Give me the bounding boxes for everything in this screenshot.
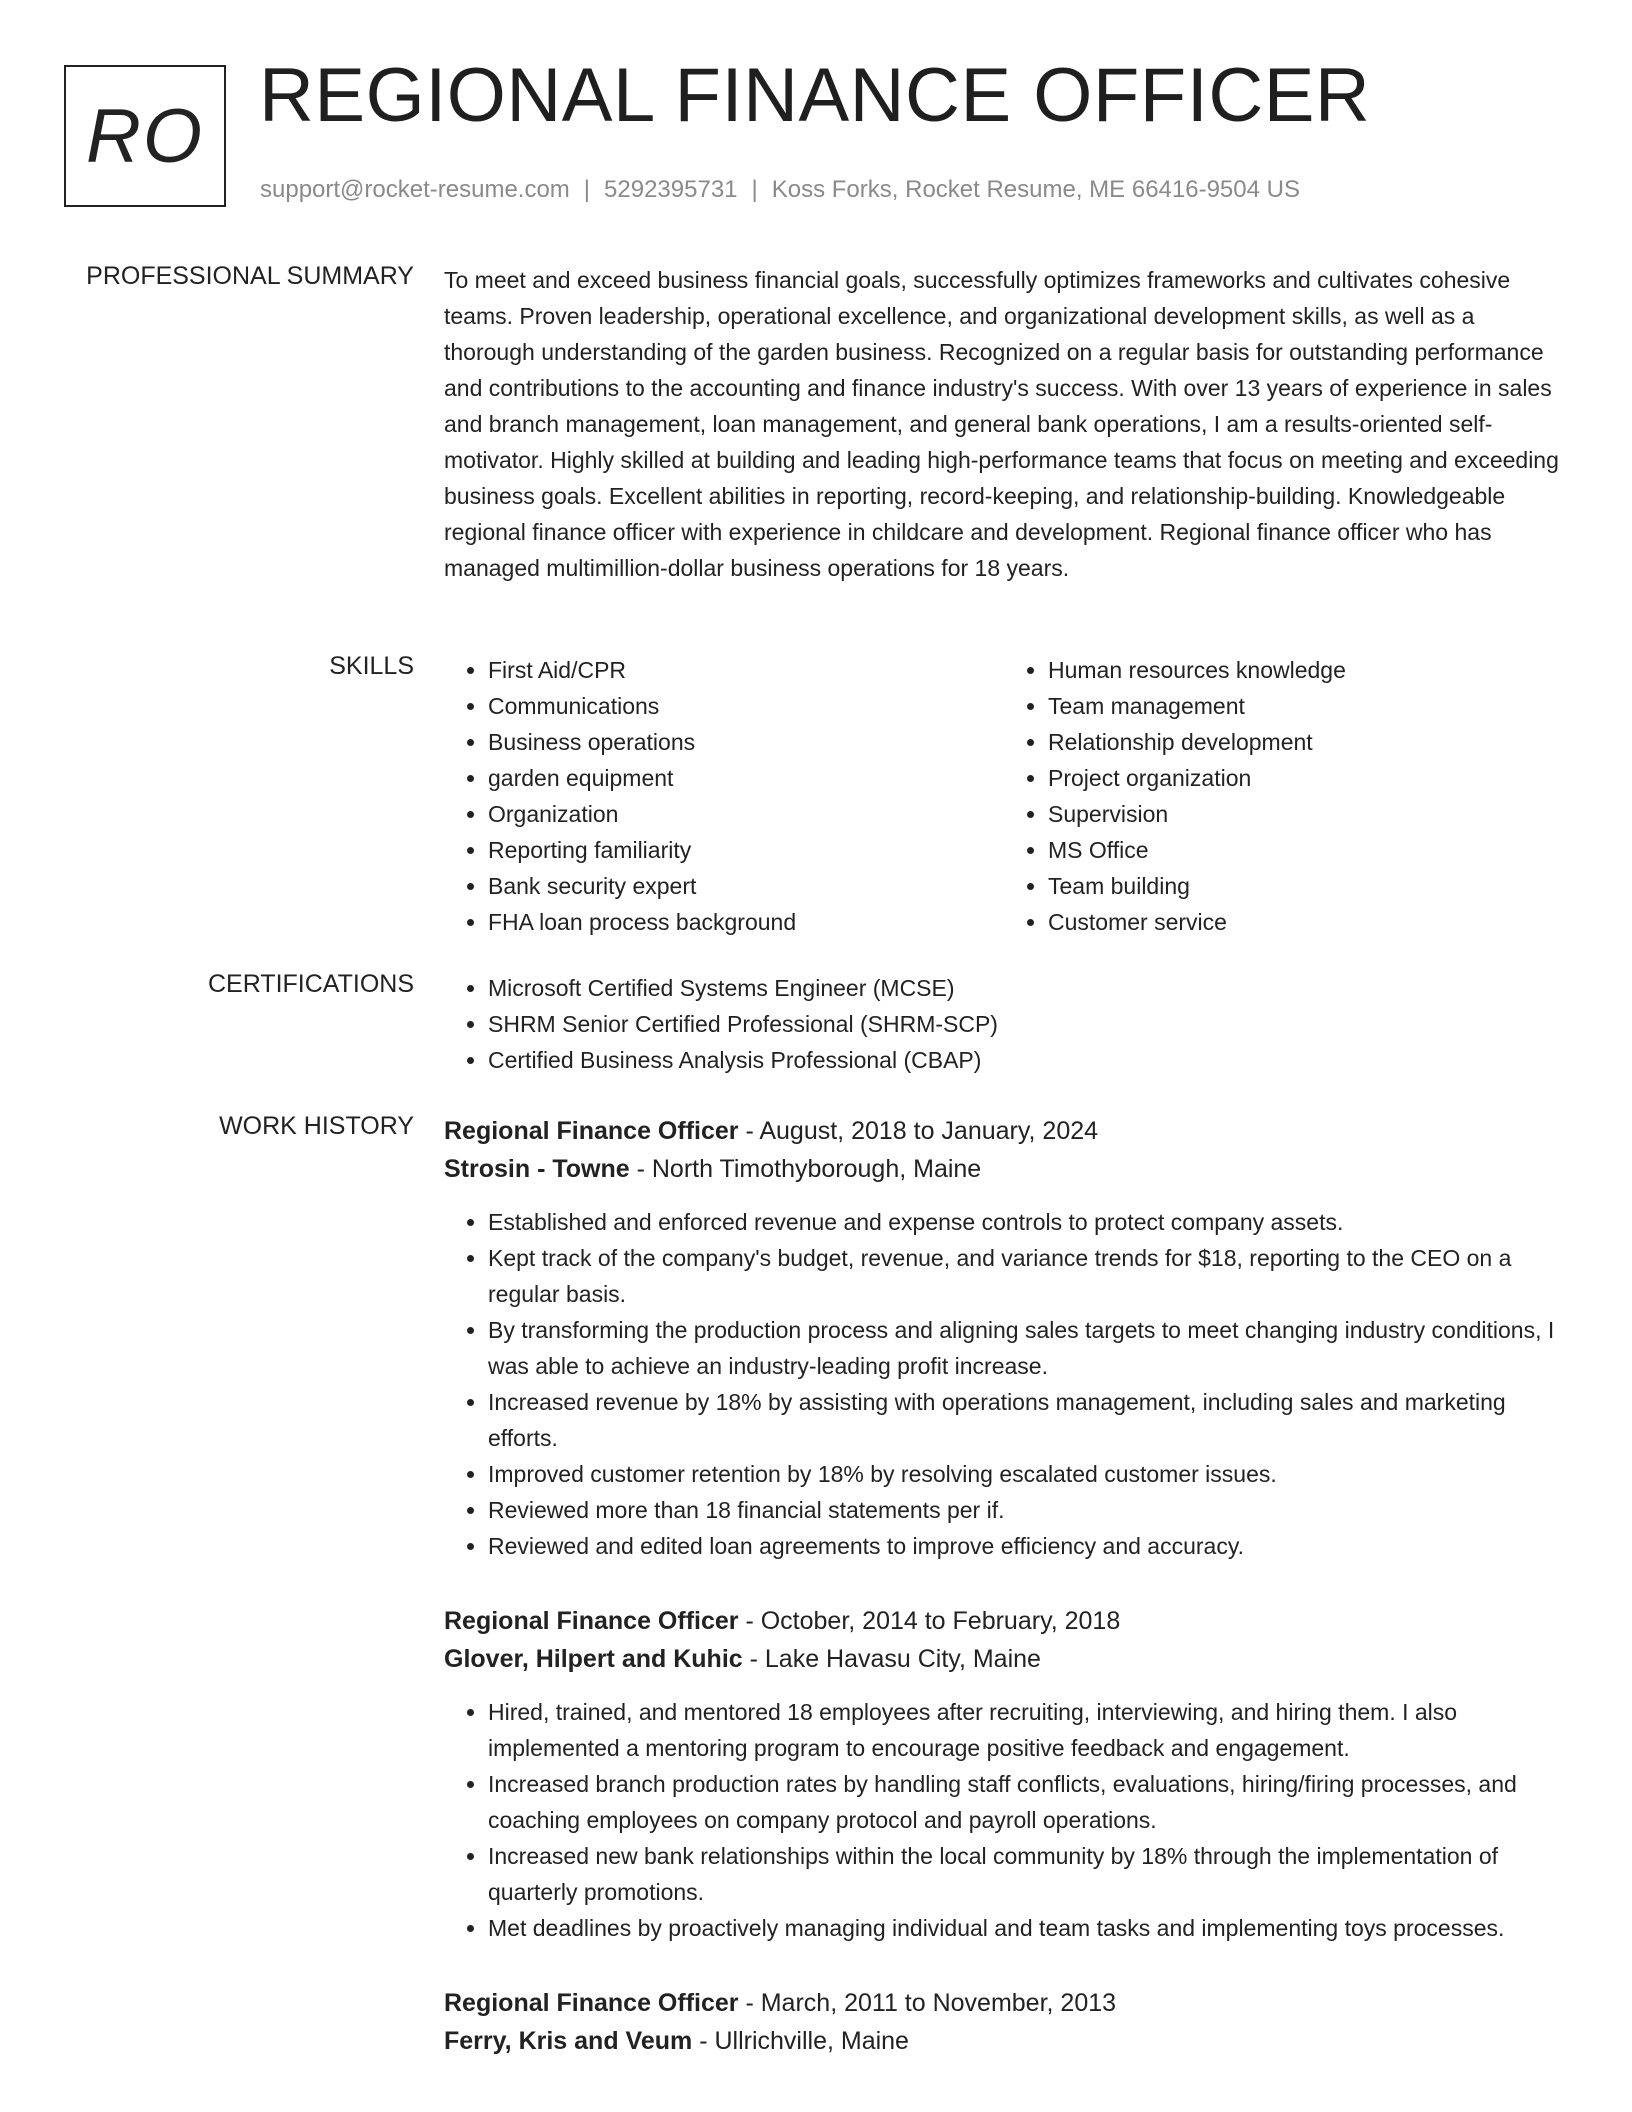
skill-item: • Supervision	[1048, 796, 1564, 832]
job-entry	[444, 1602, 1564, 1946]
job-bullet: • Increased revenue by 18% by assisting with operations management, including sales and marketing efforts.	[488, 1384, 1564, 1456]
job-company: Strosin - Towne	[444, 1155, 630, 1183]
job-title-line	[444, 1602, 1564, 1640]
monogram-box	[64, 65, 226, 207]
job-bullets	[444, 1694, 1564, 1946]
job-dates: - October, 2014 to February, 2018	[738, 1607, 1121, 1635]
contact-separator: |	[583, 176, 591, 203]
job-dates: - August, 2018 to January, 2024	[738, 1117, 1099, 1145]
skill-item: • garden equipment	[488, 760, 1004, 796]
section-label-skills: SKILLS	[329, 652, 414, 680]
job-bullet: • Established and enforced revenue and expense controls to protect company assets.	[488, 1204, 1564, 1240]
job-company-line	[444, 2022, 1564, 2060]
contact-phone: 5292395731	[604, 176, 738, 203]
contact-address: Koss Forks, Rocket Resume, ME 66416-9504 US	[771, 176, 1300, 203]
skill-item: • Communications	[488, 688, 1004, 724]
skill-item: • Human resources knowledge	[1048, 652, 1564, 688]
skill-item: • FHA loan process background	[488, 904, 1004, 940]
job-dates: - March, 2011 to November, 2013	[738, 1989, 1117, 2017]
skill-item: • Reporting familiarity	[488, 832, 1004, 868]
job-company: Ferry, Kris and Veum	[444, 2027, 693, 2055]
job-company: Glover, Hilpert and Kuhic	[444, 1645, 743, 1673]
skill-item: • Organization	[488, 796, 1004, 832]
job-bullet: • Met deadlines by proactively managing individual and team tasks and implementing toys processes.	[488, 1910, 1564, 1946]
skill-item: • Team management	[1048, 688, 1564, 724]
job-bullet: • Hired, trained, and mentored 18 employees after recruiting, interviewing, and hiring them. I also implemented a mentoring program to encourage positive feedback and engagement.	[488, 1694, 1564, 1766]
job-location: - Ullrichville, Maine	[692, 2027, 909, 2055]
job-title: Regional Finance Officer	[444, 1989, 739, 2017]
job-location: - Lake Havasu City, Maine	[742, 1645, 1041, 1673]
section-label-work-history: WORK HISTORY	[219, 1112, 414, 1140]
skill-item: • Bank security expert	[488, 868, 1004, 904]
summary-body	[444, 262, 1564, 586]
job-bullet: • Reviewed more than 18 financial statements per if.	[488, 1492, 1564, 1528]
certification-item: • Certified Business Analysis Professional (CBAP)	[488, 1042, 1564, 1078]
skills-list-right	[1004, 652, 1564, 940]
job-title: Regional Finance Officer	[444, 1607, 739, 1635]
job-bullet: • Reviewed and edited loan agreements to improve efficiency and accuracy.	[488, 1528, 1564, 1564]
certification-item: • Microsoft Certified Systems Engineer (MCSE)	[488, 970, 1564, 1006]
skill-item: • Project organization	[1048, 760, 1564, 796]
skill-item: • Business operations	[488, 724, 1004, 760]
job-bullets	[444, 1204, 1564, 1564]
contact-email: support@rocket-resume.com	[260, 176, 570, 203]
section-label-summary: PROFESSIONAL SUMMARY	[86, 262, 414, 290]
resume-title: REGIONAL FINANCE OFFICER	[259, 53, 1371, 138]
job-title: Regional Finance Officer	[444, 1117, 739, 1145]
job-title-line	[444, 1112, 1564, 1150]
job-bullet: • By transforming the production process and aligning sales targets to meet changing industry conditions, I was able to achieve an industry-leading profit increase.	[488, 1312, 1564, 1384]
skills-list-left	[444, 652, 1004, 940]
monogram-initials: RO	[86, 93, 204, 179]
certifications-body	[444, 970, 1564, 1078]
summary-text: To meet and exceed business financial goals, successfully optimizes frameworks and cultivates cohesive teams. Proven leadership, operational excellence, and organizational development skills, as well as a thorough understanding of the garden business. Recognized on a regular basis for outstanding performance and contributions to the accounting and finance industry's success. With over 13 years of experience in sales and branch management, loan management, and general bank operations, I am a results-oriented self-motivator. Highly skilled at building and leading high-performance teams that focus on meeting and exceeding business goals. Excellent abilities in reporting, record-keeping, and relationship-building. Knowledgeable regional finance officer with experience in childcare and development. Regional finance officer who has managed multimillion-dollar business operations for 18 years.	[444, 267, 1559, 581]
job-location: - North Timothyborough, Maine	[629, 1155, 982, 1183]
job-bullet: • Increased new bank relationships within the local community by 18% through the implementation of quarterly promotions.	[488, 1838, 1564, 1910]
skill-item: • First Aid/CPR	[488, 652, 1004, 688]
certifications-list	[444, 970, 1564, 1078]
contact-line	[260, 176, 1300, 204]
skills-body	[444, 652, 1564, 940]
section-label-certifications: CERTIFICATIONS	[207, 970, 414, 998]
certification-item: • SHRM Senior Certified Professional (SHRM-SCP)	[488, 1006, 1564, 1042]
job-title-line	[444, 1984, 1564, 2022]
contact-separator: |	[751, 176, 758, 203]
skill-item: • Team building	[1048, 868, 1564, 904]
skill-item: • Customer service	[1048, 904, 1564, 940]
job-bullet: • Increased branch production rates by handling staff conflicts, evaluations, hiring/firing processes, and coaching employees on company protocol and payroll operations.	[488, 1766, 1564, 1838]
job-bullet: • Improved customer retention by 18% by resolving escalated customer issues.	[488, 1456, 1564, 1492]
work-history-body	[444, 1112, 1564, 2098]
skill-item: • Relationship development	[1048, 724, 1564, 760]
job-bullet: • Kept track of the company's budget, revenue, and variance trends for $18, reporting to the CEO on a regular basis.	[488, 1240, 1564, 1312]
job-company-line	[444, 1640, 1564, 1678]
job-company-line	[444, 1150, 1564, 1188]
skill-item: • MS Office	[1048, 832, 1564, 868]
job-entry	[444, 1112, 1564, 1564]
job-entry	[444, 1984, 1564, 2060]
